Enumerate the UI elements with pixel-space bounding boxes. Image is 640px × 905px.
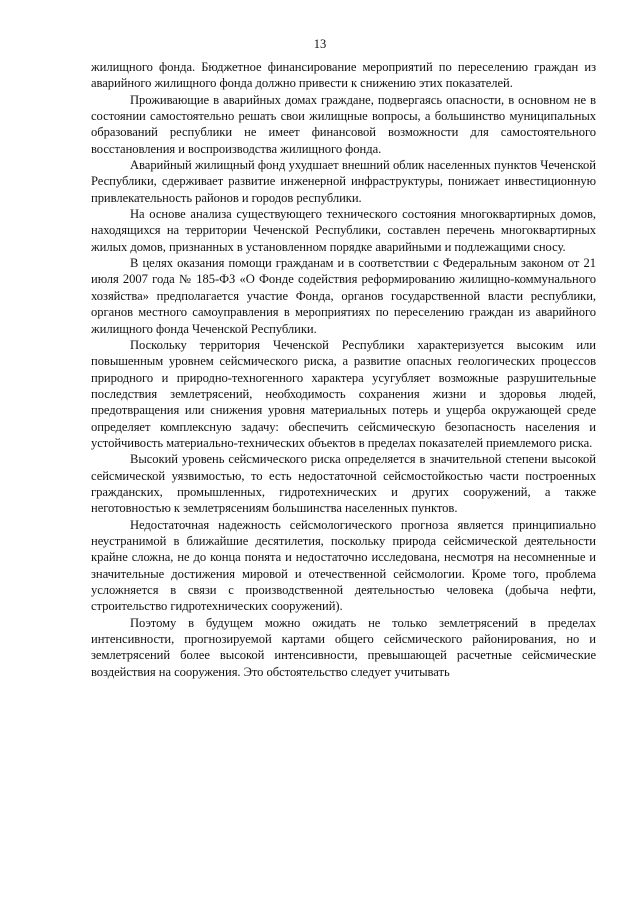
paragraph-7: Высокий уровень сейсмического риска определяется в значительной степени высокой сейсмической уязвимостью, то есть недостаточной сейсмостойкостью части построенных гражданских, промышленных, гидротехнических и других сооружений, а также неготовностью к землетрясениям большинства населенных пунктов. <box>91 452 596 516</box>
paragraph-5: В целях оказания помощи гражданам и в соответствии с Федеральным законом от 21 июля 2007 года № 185-ФЗ «О Фонде содействия реформированию жилищно-коммунального хозяйства» предполагается участие Фонда, органов государственной власти республики, органов местного самоуправления в мероприятиях по переселению граждан из аварийного жилищного фонда Чеченской Республики. <box>91 256 596 336</box>
paragraph-2: Проживающие в аварийных домах граждане, подвергаясь опасности, в основном не в состоянии самостоятельно решать свои жилищные вопросы, а большинство муниципальных образований республики не имеет финансовой возможности для самостоятельного восстановления и воспроизводства жилищного фонда. <box>91 92 596 156</box>
page-number: 13 <box>313 37 327 51</box>
paragraph-3: Аварийный жилищный фонд ухудшает внешний облик населенных пунктов Чеченской Республики, сдерживает развитие инженерной инфраструктуры, понижает инвестиционную привлекательность районов и городов республики. <box>91 158 596 205</box>
paragraph-9: Поэтому в будущем можно ожидать не только землетрясений в пределах интенсивности, прогнозируемой картами общего сейсмического районирования, но и землетрясений более высокой интенсивности, превышающей расчетные сейсмические воздействия на сооружения. Это обстоятельство следует учитывать <box>91 615 596 679</box>
document-body <box>91 59 596 680</box>
paragraph-6: Поскольку территория Чеченской Республики характеризуется высоким или повышенным уровнем сейсмического риска, а развитие опасных геологических процессов природного и природно-техногенного характера усугубляет возможные разрушительные последствия землетрясений, необходимость сохранения жизни и здоровья людей, предотвращения или снижения уровня материальных потерь и ущерба окружающей среде определяет комплексную задачу: обеспечить сейсмическую безопасность населения и устойчивость материально-технических объектов в пределах показателей приемлемого риска. <box>91 337 596 450</box>
paragraph-1: жилищного фонда. Бюджетное финансирование мероприятий по переселению граждан из аварийного жилищного фонда должно привести к снижению этих показателей. <box>91 60 596 91</box>
paragraph-4: На основе анализа существующего технического состояния многоквартирных домов, находящихся на территории Чеченской Республики, составлен перечень многоквартирных жилых домов, признанных в установленном порядке аварийными и подлежащими сносу. <box>91 207 596 254</box>
paragraph-8: Недостаточная надежность сейсмологического прогноза является принципиально неустранимой в ближайшие десятилетия, поскольку природа сейсмической деятельности крайне сложна, не до конца понята и недостаточно исследована, несмотря на несомненные и значительные достижения мировой и отечественной сейсмологии. Кроме того, проблема усложняется в связи с производственной деятельностью человека (добыча нефти, строительство гидротехнических сооружений). <box>91 517 596 614</box>
